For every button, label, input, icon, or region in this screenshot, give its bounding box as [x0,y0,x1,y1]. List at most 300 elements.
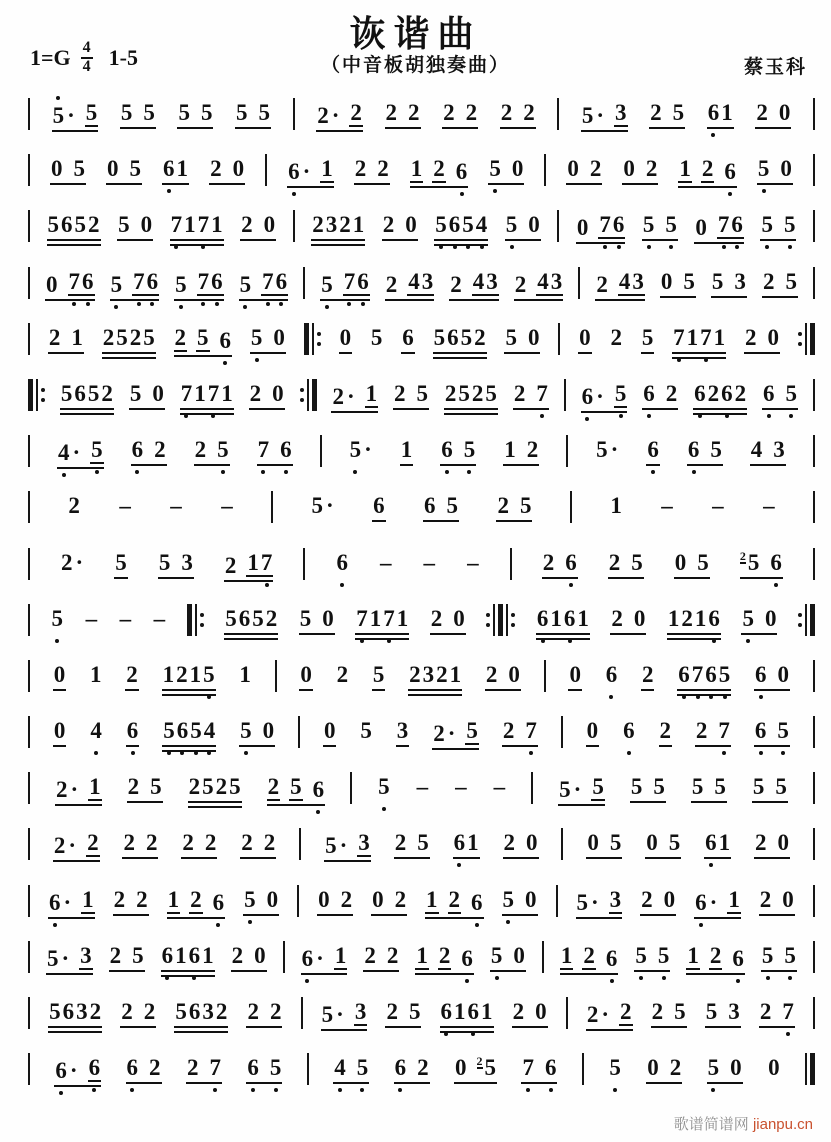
note: 2 [336,661,349,687]
note: 5 [150,774,162,800]
score-line [28,706,815,762]
beam-group [323,719,337,747]
note: 2 [583,942,595,968]
note: 7 6 [599,212,625,238]
note: 1 [89,774,101,800]
score-line [28,200,815,256]
note: 6 · [301,945,324,971]
beam-group [686,944,745,975]
beam-group [110,270,160,301]
note: 5 [784,942,796,968]
beam-group [246,1000,282,1028]
note: 5 [110,271,123,297]
score-line [28,1043,815,1099]
note: 6 · [581,383,604,409]
beam-group [400,438,414,466]
note: 6 1 6 1 [161,942,214,968]
watermark-site-name: 歌谱简谱网 [673,1116,749,1133]
note: 2 [68,493,80,519]
note: 3 [609,886,622,912]
note: 2 [645,156,658,182]
note: – [467,549,479,575]
note: 6 · [48,889,72,915]
beam-group [707,101,734,129]
beam-group [354,157,390,185]
beam-group [317,888,353,916]
note: 2 [350,100,362,125]
barline [28,885,30,917]
note: 2 [485,661,498,687]
barline [28,379,45,411]
beam-group [55,775,102,806]
note: 5 [178,100,190,125]
beam-group [53,831,100,862]
beam-group [757,157,793,185]
note: 0 [780,156,792,182]
barline [28,660,30,692]
note: 0 [455,1055,467,1081]
score-line [28,144,815,200]
beam-group [711,270,747,298]
note: 5 [115,549,127,575]
barline [813,885,815,917]
note: – [423,549,436,575]
note: 6 [373,493,385,519]
note: 0 [674,549,687,575]
note: 4 [90,718,102,744]
barline [297,885,299,917]
beam-group [224,551,274,582]
note: 5 [269,1055,282,1081]
beam-group [246,1056,282,1084]
note: 4 · [57,440,81,466]
note: 5 [665,212,677,238]
note: 5 · [349,437,372,463]
note: 5 [761,212,773,238]
note: 0 [273,324,285,350]
note: 2 · [586,1002,610,1027]
time-signature [81,40,93,76]
note: 2 [190,886,202,912]
note: 5 [372,661,385,687]
note: 5 [299,605,312,631]
barline [28,828,30,860]
beam-group [752,775,788,803]
note: – [85,605,98,631]
barline [303,548,305,580]
beam-group [320,270,370,301]
note: 7 [522,1055,534,1081]
beam-group [762,270,798,298]
beam-group [578,326,592,354]
beam-group [674,551,710,579]
beam-group [641,326,655,354]
note: 5 [691,774,704,800]
note: 6 · [55,1058,78,1084]
note: 5 [240,718,252,744]
beam-group [485,663,521,691]
note: 0 [254,942,266,968]
beam-group [667,607,721,640]
note: 2 [756,100,768,125]
note: 3 [615,100,627,125]
note: 6 [131,437,144,463]
note: 2 [438,942,451,968]
note: 0 [768,1055,780,1081]
time-signature-numerator: 4 [81,40,93,59]
note: 5 [118,212,130,238]
note: 2 [430,605,443,631]
note: 2 [224,552,237,578]
note: 0 [339,324,352,350]
barline [510,548,512,580]
beam-group [331,382,378,413]
note: 2 [394,380,406,406]
note: 2 [123,830,135,856]
beam-group [408,663,462,696]
note: 2 · [56,777,79,803]
beam-group [371,888,407,916]
barline [556,885,558,917]
note: 2 · [53,833,77,859]
note: 2 · [317,103,340,128]
beam-group [503,438,539,466]
beam-group [324,831,371,862]
note: 5 [250,324,263,350]
beam-group [504,326,540,354]
note: 2 [513,380,526,406]
beam-group [622,157,658,185]
beam-group [126,1056,162,1084]
note: 6 [247,1055,259,1081]
note: 2 [450,271,462,297]
beam-group [243,888,279,916]
note: 1 [679,156,691,182]
beam-group [568,663,582,691]
beam-group [695,719,731,747]
note: 0 [623,156,635,182]
beam-group [646,438,660,466]
note: 5 · [311,493,334,519]
beam-group [162,157,189,185]
note: 5 [502,886,515,912]
note: 5 [489,156,501,182]
barline [28,491,30,523]
note: 0 [453,605,465,631]
note: 0 [579,324,591,350]
note: 7 1 7 1 [180,380,233,406]
barline [582,1053,584,1085]
beam-group [430,607,466,635]
barline [28,716,30,748]
beam-group [162,719,216,752]
beam-group [299,663,313,691]
beam-group [434,213,488,246]
note: 2 [589,156,602,182]
note: 5 [417,830,429,856]
score-line [28,257,815,313]
beam-group [52,101,99,132]
beam-group [500,101,536,129]
note: – [170,493,182,519]
note: 2 [210,156,222,182]
note: 2 [641,661,654,687]
note: 2 [542,549,555,575]
beam-group [321,1000,368,1031]
barline [28,98,30,130]
beam-group [162,663,216,696]
score [28,88,815,1099]
beam-group [754,663,790,691]
beam-group [45,270,95,301]
note: – [153,605,166,631]
note: 0 [586,718,599,744]
note: 2 [385,271,398,297]
note: 2 [709,942,722,968]
note: 5 6 5 4 [435,212,488,238]
score-line [28,369,815,425]
beam-group [372,663,386,691]
note: 2 [109,942,122,968]
note: 5 6 5 4 [163,718,216,744]
note: 7 6 [343,268,369,294]
note: 5 [757,156,770,182]
note: 2 · [61,549,84,575]
barline [558,323,560,355]
beam-group [186,1056,222,1084]
barline [28,154,30,186]
beam-group [122,831,158,859]
beam-group [240,831,276,859]
note: 6 [647,437,659,463]
note: 5 [505,324,517,350]
note: 2 [182,830,194,856]
note: 0 [318,886,330,912]
note: 0 [526,830,538,856]
note: 2 [364,942,376,968]
beam-group [672,326,726,359]
note: – [493,774,506,800]
barline [28,210,30,242]
beam-group [385,1000,421,1028]
beam-group [48,1000,102,1033]
beam-group [131,438,167,466]
note: 3 [358,830,370,856]
note: 2 [608,549,621,575]
barline [813,210,815,242]
note: 5 [785,380,798,406]
barline [564,379,566,411]
note: 0 [660,268,673,294]
note: 5 [783,212,796,238]
note: 5 [752,774,765,800]
note: 6 [605,661,618,687]
note: 5 [51,605,64,631]
note: 5 · [325,833,348,859]
beam-group [194,438,230,466]
beam-group [174,326,233,357]
beam-group [224,607,278,640]
note: 5 [321,271,333,297]
score-line [28,88,815,144]
note: 0 [152,380,164,406]
note: 0 [140,212,153,238]
beam-group [704,831,731,859]
beam-group [60,382,114,415]
note: 1 [365,380,378,406]
note: 2 · [433,721,456,747]
note: 2 [385,100,397,125]
note: 5 · [52,103,75,128]
note: 2 [651,999,664,1024]
note: 5 · [581,103,605,128]
beam-group [129,382,165,410]
grace-note: 2 [476,1054,483,1069]
beam-group [174,1000,228,1033]
note: 2 [204,830,217,856]
beam-group [505,213,541,241]
note: 0 [528,212,540,238]
barline [561,828,563,860]
note: 3 [728,999,740,1024]
beam-group [521,1056,557,1084]
barline [570,491,572,523]
note: 2 [241,212,253,238]
beam-group [106,157,142,185]
beam-group [209,157,245,185]
note: 5 [697,549,709,575]
note: 6 1 [705,830,731,856]
note: 2 5 2 5 [188,774,241,800]
note: 2 [497,493,509,519]
beam-group [634,944,670,972]
beam-group [432,719,479,750]
beam-group [57,438,104,469]
note: 4 3 [408,268,434,294]
beam-group [394,1056,430,1084]
note: 1 [71,324,83,350]
note: 5 [635,942,647,968]
note: 2 [759,886,772,912]
note: 5 [785,268,797,294]
note: 6 1 [707,100,733,125]
barline [28,548,30,580]
note: 2 [48,324,61,350]
note: – [416,774,429,800]
note: 5 [592,774,604,800]
note: 1 [90,661,102,687]
note: 5 6 3 2 [175,999,228,1024]
score-line [28,875,815,931]
note: 5 6 5 2 [433,324,486,350]
note: 1 [82,886,94,912]
note: 2 [194,437,207,463]
note: 5 [197,324,209,350]
score-line [28,987,815,1043]
note: – [221,493,233,519]
note: 2 [701,156,714,182]
note: 6 [441,437,453,463]
beam-group [761,944,797,972]
note: 0 [647,1055,659,1081]
beam-group [440,438,476,466]
beam-group [536,607,590,640]
note: 6 [312,777,325,803]
note: 6 [754,718,767,744]
note: 1 2 1 5 [162,661,215,687]
note: 0 [567,156,579,182]
barline [303,267,305,299]
beam-group [754,719,790,747]
note: 5 [132,942,144,968]
barline [531,772,533,804]
note: 6 · [695,889,718,915]
barline [283,941,285,973]
beam-group [678,157,737,188]
beam-group [687,438,723,466]
beam-group [512,1000,548,1028]
barline [813,491,815,523]
note: 6 [544,1055,557,1081]
note: 3 [354,999,367,1024]
beam-group [442,101,478,129]
note: 1 [504,437,516,463]
beam-group [372,494,386,522]
note: 5 [175,271,187,297]
beam-group [513,382,549,410]
note: 5 [200,100,213,125]
note: 6 [126,718,139,744]
beam-group [694,213,744,244]
note: 2 [127,774,140,800]
score-line [28,425,815,481]
barline [275,660,277,692]
beam-group [488,157,524,185]
beam-group [750,438,786,466]
beam-group [161,944,215,977]
beam-group [120,101,156,129]
beam-group [257,438,293,466]
beam-group [181,831,217,859]
note: 2 [174,324,187,350]
note: 6 [471,889,483,915]
subtitle: （中音板胡独奏曲） [320,55,510,76]
note: 5 [85,100,98,125]
note: 5 [609,830,622,856]
note: 0 [695,215,707,241]
note: 2 [526,437,539,463]
note: 2 [249,380,262,406]
note: 0 [372,886,384,912]
note: 0 [232,156,245,182]
note: 6 1 6 1 [440,999,493,1024]
barline [28,1053,30,1085]
barline [299,828,301,860]
note: 5 [129,380,142,406]
beam-group [454,1056,497,1084]
note: 5 [360,718,372,744]
note: 5 6 5 2 [225,605,278,631]
barline [813,154,815,186]
note: 6 · [288,159,311,185]
note: 1 [416,942,428,968]
note: – [119,605,132,631]
barline [28,941,30,973]
note: – [455,774,467,800]
note: 1 [410,156,423,182]
barline [298,716,300,748]
beam-group [542,551,578,579]
